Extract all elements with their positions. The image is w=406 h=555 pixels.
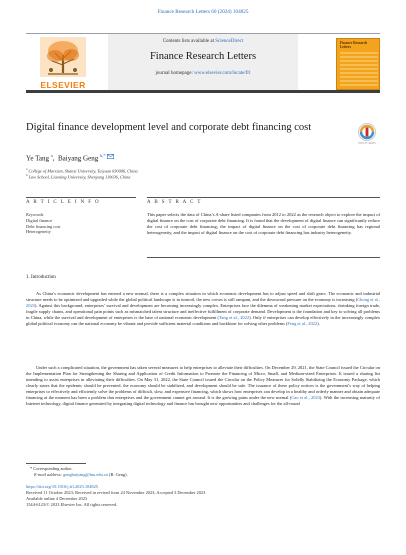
article-title: Digital finance development level and corporate debt financing cost: [26, 122, 312, 133]
abstract-heading: A B S T R A C T: [147, 200, 202, 205]
paragraph-text: ). With the increasing maturity of Internet technology, digital finance generated by integrating digital technology and finance has brought new opportunities and challenges for the all-round: [26, 395, 380, 407]
masthead-center-panel: [108, 34, 298, 90]
journal-reference[interactable]: Finance Research Letters 60 (2024) 104825: [157, 9, 249, 15]
email-suffix: (B. Geng).: [107, 472, 128, 477]
cover-title: Finance Research Letters: [340, 41, 368, 49]
elsevier-wordmark: ELSEVIER: [40, 80, 86, 90]
abstract-text: This paper selects the data of China’s A-share listed companies from 2012 to 2022 as the research object to explore the impact of digital finance on the cost of corporate debt financing. It is found that the development of digital finance can significantly reduce the cost of corporate debt financing; the impact of digital finance on the cost of corporate debt financing has regional heterogeneity, and the impact of digital finance on the cost of corporate debt financing has industry heterogeneity.: [147, 212, 380, 235]
paragraph-text: As China’s economic development has entered a new normal, there is a complex situation in which economic development has to adjust speed and shift gears. The economic and industrial structure needs to be optimized and upgraded while the global political landscape is in turmoil, the new crown is still rampant, and the downward pressure on the economy is increasing (: [26, 291, 380, 303]
keywords-label: Keywords: [26, 212, 44, 217]
abstract-rule-top: [147, 197, 380, 198]
footnote-rule: [26, 463, 86, 464]
introduction-heading: 1. Introduction: [26, 275, 56, 280]
affiliation-b: [26, 173, 130, 179]
paragraph-text: ).: [317, 321, 320, 327]
mail-icon[interactable]: [107, 154, 114, 159]
elsevier-logo[interactable]: [26, 37, 100, 91]
homepage-prefix: journal homepage:: [155, 71, 195, 76]
author-affiliation-mark: b,*: [99, 153, 106, 158]
affiliation-mark: a: [26, 167, 28, 171]
journal-cover-thumbnail[interactable]: [336, 38, 380, 90]
contents-prefix: Contents lists available at: [162, 39, 216, 44]
keyword: Heterogeneity: [26, 229, 51, 235]
available-online: Available online 4 December 2023: [26, 495, 88, 501]
cover-pattern: [340, 52, 378, 86]
journal-homepage-line: [108, 71, 298, 76]
intro-paragraph-1: [26, 291, 380, 327]
author-name[interactable]: Ye Tang: [26, 154, 49, 163]
affiliation-text: Law School, Liaoning University, Shenyang 110036, China: [28, 174, 131, 180]
abstract-rule-bottom: [147, 257, 380, 258]
journal-title[interactable]: Finance Research Letters: [149, 51, 257, 62]
corresponding-author-note: * Corresponding author.: [30, 466, 73, 471]
affiliation-text: College of Marxism, Shanxi University, Taiyuan 030006, China: [28, 168, 138, 174]
author-list: Ye Tang $^a$, Baiyang Geng $^{b,*}$: [26, 153, 114, 162]
article-info-rule: [26, 197, 136, 198]
journal-masthead: [26, 33, 380, 93]
affiliation-mark: b: [26, 173, 28, 177]
email-prefix: E-mail address:: [34, 472, 64, 477]
check-for-updates-icon[interactable]: [356, 122, 378, 144]
intro-paragraph-2: [26, 365, 380, 407]
doi-link[interactable]: https://doi.org/10.1016/j.frl.2023.104825: [26, 484, 98, 489]
contents-availability-line: [108, 39, 298, 44]
keyword: Digital finance: [26, 218, 53, 223]
journal-homepage-link[interactable]: www.elsevier.com/locate/frl: [194, 71, 251, 76]
keyword: Debt financing cost: [26, 223, 61, 229]
citation-link[interactable]: Tang et al., 2022: [219, 315, 250, 321]
author-affiliation-mark: a: [50, 153, 53, 158]
citation-link[interactable]: Chong et al., 2023: [26, 297, 380, 309]
keywords-list: [26, 218, 60, 235]
author-name[interactable]: Baiyang Geng: [57, 154, 99, 163]
publication-history: Received 11 October 2023; Received in revised form 24 November 2023; Accepted 3 December 2023: [26, 489, 206, 495]
sciencedirect-link[interactable]: ScienceDirect: [215, 39, 244, 44]
email-link[interactable]: gengbaiyang@lnu.edu.cn: [63, 472, 108, 477]
paragraph-text: Under such a complicated situation, the government has taken several measures to help enterprises to alleviate their difficulties. On December 29, 2021, the State Council issued the Circular on the Implementation Plan for Strengthening the Sharing and Application of Credit Information to Promote the Financing of Micro, Small, and Medium-sized Enterprises. It issued a sharing list intending to assist enterprises in alleviating their difficulties. On May 31, 2022, the State Council issued the Circular on the Policy Measures for Solidly Stabilizing the Economy Package, which clearly states that the epidemic should be prevented, the economy should be stabilized, and development should be safe. The issuance of these policy notices is the government’s way of helping enterprises to effectively and efficiently solve the problems of difficult, slow, and expensive financing, which shows how enterprises can develop in a healthy and orderly manner and obtain adequate financing at the moment has been a problem that enterprises and the government cannot get around. It is the growing pains under the new normal (: [26, 365, 380, 401]
article-info-heading: A R T I C L E I N F O: [26, 200, 101, 205]
citation-link[interactable]: Feng et al., 2022: [287, 321, 318, 327]
paragraph-text: ). Only if enterprises can develop effectively in the increasingly complex global political economy can the national economy be vibrant and provide sufficient material conditions and backbone for solving other problems (: [26, 315, 380, 327]
elsevier-tree-icon: [40, 37, 86, 77]
svg-text:Check for updates: Check for updates: [358, 142, 376, 144]
email-line: [34, 472, 128, 477]
copyright-line: 1544-6123/© 2023 Elsevier Inc. All rights reserved.: [26, 501, 118, 507]
citation-link[interactable]: Cao et al., 2023: [291, 395, 320, 401]
paragraph-text: ). Against this background, enterprises’ survival and development are becoming increasingly complex. Enterprises face the dilemma of weakening market expectations, shrinking foreign trade, fragile supply chains, and operational pain points such as mismatched talent structure and ineffective fulfillment of corporate demand. Development is the foundation and key to solving all problems in China, while the survival and development of enterprises is the base of national economic development (: [26, 303, 380, 321]
publication-info: [26, 484, 205, 508]
